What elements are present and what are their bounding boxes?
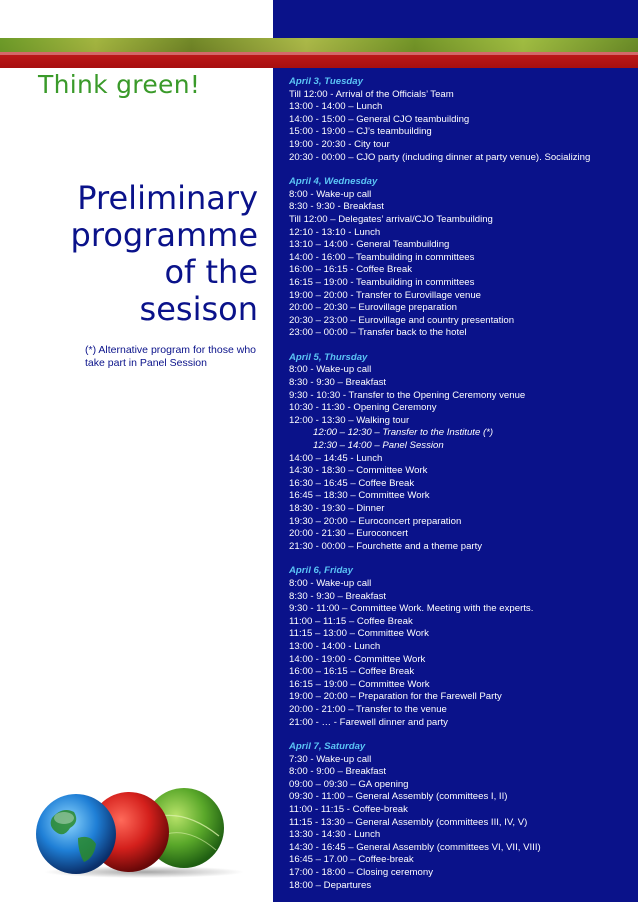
schedule-entry: 14:00 - 16:00 – Teambuilding in committees bbox=[289, 251, 475, 263]
schedule-entry: 21:00 - … - Farewell dinner and party bbox=[289, 716, 448, 728]
schedule-entry: 10:30 - 11:30 - Opening Ceremony bbox=[289, 402, 437, 414]
schedule-entry: 11:00 - 11:15 - Coffee-break bbox=[289, 804, 408, 816]
schedule-entry: 12:00 - 13:30 – Walking tour bbox=[289, 414, 410, 426]
title-line: programme bbox=[70, 216, 258, 254]
globes-image bbox=[34, 788, 244, 878]
schedule-entry: 8:00 - Wake-up call bbox=[289, 188, 372, 200]
schedule-entry: 8:00 - 9:00 – Breakfast bbox=[289, 766, 387, 778]
day-title: April 5, Thursday bbox=[289, 351, 368, 363]
schedule-entry: 12:00 – 12:30 – Transfer to the Institute (*) bbox=[313, 427, 494, 439]
schedule-entry: 9:30 - 11:00 – Committee Work. Meeting with the experts. bbox=[289, 603, 534, 615]
schedule-entry: 23:00 – 00:00 – Transfer back to the hotel bbox=[289, 327, 467, 339]
schedule-entry: 19:00 - 20:30 - City tour bbox=[289, 138, 390, 150]
day-block bbox=[289, 176, 629, 340]
schedule-entry: 13:00 - 14:00 - Lunch bbox=[289, 640, 381, 652]
schedule-entry: 8:00 - Wake-up call bbox=[289, 577, 372, 589]
schedule-entry: 8:30 - 9:30 - Breakfast bbox=[289, 201, 384, 213]
schedule-entry: 16:30 – 16:45 – Coffee Break bbox=[289, 477, 415, 489]
title-line: Preliminary bbox=[77, 179, 258, 217]
schedule-entry: 7:30 - Wake-up call bbox=[289, 753, 372, 765]
schedule-entry: 16:45 – 18:30 – Committee Work bbox=[289, 490, 430, 502]
schedule-entry: 16:45 – 17.00 – Coffee-break bbox=[289, 854, 414, 866]
schedule-entry: 20:30 - 00:00 – CJO party (including dinner at party venue). Socializing bbox=[289, 151, 591, 163]
schedule-entry: 9:30 - 10:30 - Transfer to the Opening Ceremony venue bbox=[289, 389, 526, 401]
schedule-entry: 20:30 – 23:00 – Eurovillage and country presentation bbox=[289, 314, 515, 326]
schedule-entry: 16:00 – 16:15 - Coffee Break bbox=[289, 264, 413, 276]
schedule-entry: Till 12:00 – Delegates’ arrival/CJO Teambuilding bbox=[289, 213, 493, 225]
earth-globe-icon bbox=[36, 794, 116, 874]
schedule-entry: 20:00 – 20:30 – Eurovillage preparation bbox=[289, 302, 458, 314]
schedule-entry: 21:30 - 00:00 – Fourchette and a theme party bbox=[289, 540, 483, 552]
day-block bbox=[289, 76, 629, 164]
header-blue-block bbox=[273, 0, 638, 40]
day-title: April 7, Saturday bbox=[289, 741, 366, 753]
schedule-entry: 16:00 – 16:15 – Coffee Break bbox=[289, 666, 415, 678]
schedule-entry: 14:00 - 15:00 – General CJO teambuilding bbox=[289, 113, 470, 125]
schedule-entry: 14:30 - 18:30 – Committee Work bbox=[289, 465, 428, 477]
schedule-entry: 13:00 - 14:00 – Lunch bbox=[289, 101, 383, 113]
schedule-entry: 19:00 – 20:00 - Transfer to Eurovillage venue bbox=[289, 289, 481, 301]
schedule-entry: 14:00 – 14:45 - Lunch bbox=[289, 452, 383, 464]
schedule-entry: 19:30 – 20:00 – Euroconcert preparation bbox=[289, 515, 462, 527]
decorative-stripe bbox=[0, 38, 638, 68]
schedule-entry: 8:00 - Wake-up call bbox=[289, 364, 372, 376]
schedule-entry: 13:30 - 14:30 - Lunch bbox=[289, 829, 381, 841]
schedule-entry: 12:30 – 14:00 – Panel Session bbox=[313, 440, 444, 452]
schedule-entry: 19:00 – 20:00 – Preparation for the Farewell Party bbox=[289, 691, 502, 703]
footnote: (*) Alternative program for those who take part in Panel Session bbox=[85, 344, 256, 369]
schedule-entry: 11:15 - 13:30 – General Assembly (committees III, IV, V) bbox=[289, 816, 528, 828]
day-title: April 4, Wednesday bbox=[289, 176, 378, 188]
schedule-entry: 20:00 - 21:30 – Euroconcert bbox=[289, 528, 408, 540]
schedule-entry: 8:30 - 9:30 – Breakfast bbox=[289, 377, 387, 389]
page-title bbox=[40, 180, 258, 328]
schedule-entry: 16:15 – 19:00 – Committee Work bbox=[289, 678, 430, 690]
schedule-entry: 20:00 - 21:00 – Transfer to the venue bbox=[289, 703, 447, 715]
day-block bbox=[289, 565, 629, 729]
schedule-entry: 8:30 - 9:30 – Breakfast bbox=[289, 590, 387, 602]
day-block bbox=[289, 352, 629, 554]
day-title: April 6, Friday bbox=[289, 565, 353, 577]
schedule-entry: 17:00 - 18:00 – Closing ceremony bbox=[289, 867, 433, 879]
schedule-entry: 16:15 – 19:00 - Teambuilding in committees bbox=[289, 276, 475, 288]
schedule-entry: 11:00 – 11:15 – Coffee Break bbox=[289, 615, 413, 627]
day-title: April 3, Tuesday bbox=[289, 76, 363, 87]
schedule-entry: Till 12:00 - Arrival of the Officials’ Team bbox=[289, 88, 454, 100]
schedule-entry: 09:00 – 09:30 – GA opening bbox=[289, 778, 409, 790]
schedule-entry: 13:10 – 14:00 - General Teambuilding bbox=[289, 239, 450, 251]
programme-schedule bbox=[289, 76, 629, 904]
tagline: Think green! bbox=[38, 70, 201, 99]
schedule-entry: 12:10 - 13:10 - Lunch bbox=[289, 226, 381, 238]
schedule-entry: 18:30 - 19:30 – Dinner bbox=[289, 503, 385, 514]
schedule-entry: 18:00 – Departures bbox=[289, 879, 372, 891]
day-block bbox=[289, 741, 629, 892]
schedule-entry: 14:00 - 19:00 - Committee Work bbox=[289, 653, 426, 665]
schedule-entry: 09:30 - 11:00 – General Assembly (committees I, II) bbox=[289, 791, 508, 803]
schedule-entry: 15:00 - 19:00 – CJ’s teambuilding bbox=[289, 126, 432, 138]
title-line: sesison bbox=[139, 290, 258, 328]
title-line: of the bbox=[164, 253, 258, 291]
schedule-entry: 11:15 – 13:00 – Committee Work bbox=[289, 628, 429, 640]
schedule-entry: 14:30 - 16:45 – General Assembly (committees VI, VII, VIII) bbox=[289, 841, 541, 853]
